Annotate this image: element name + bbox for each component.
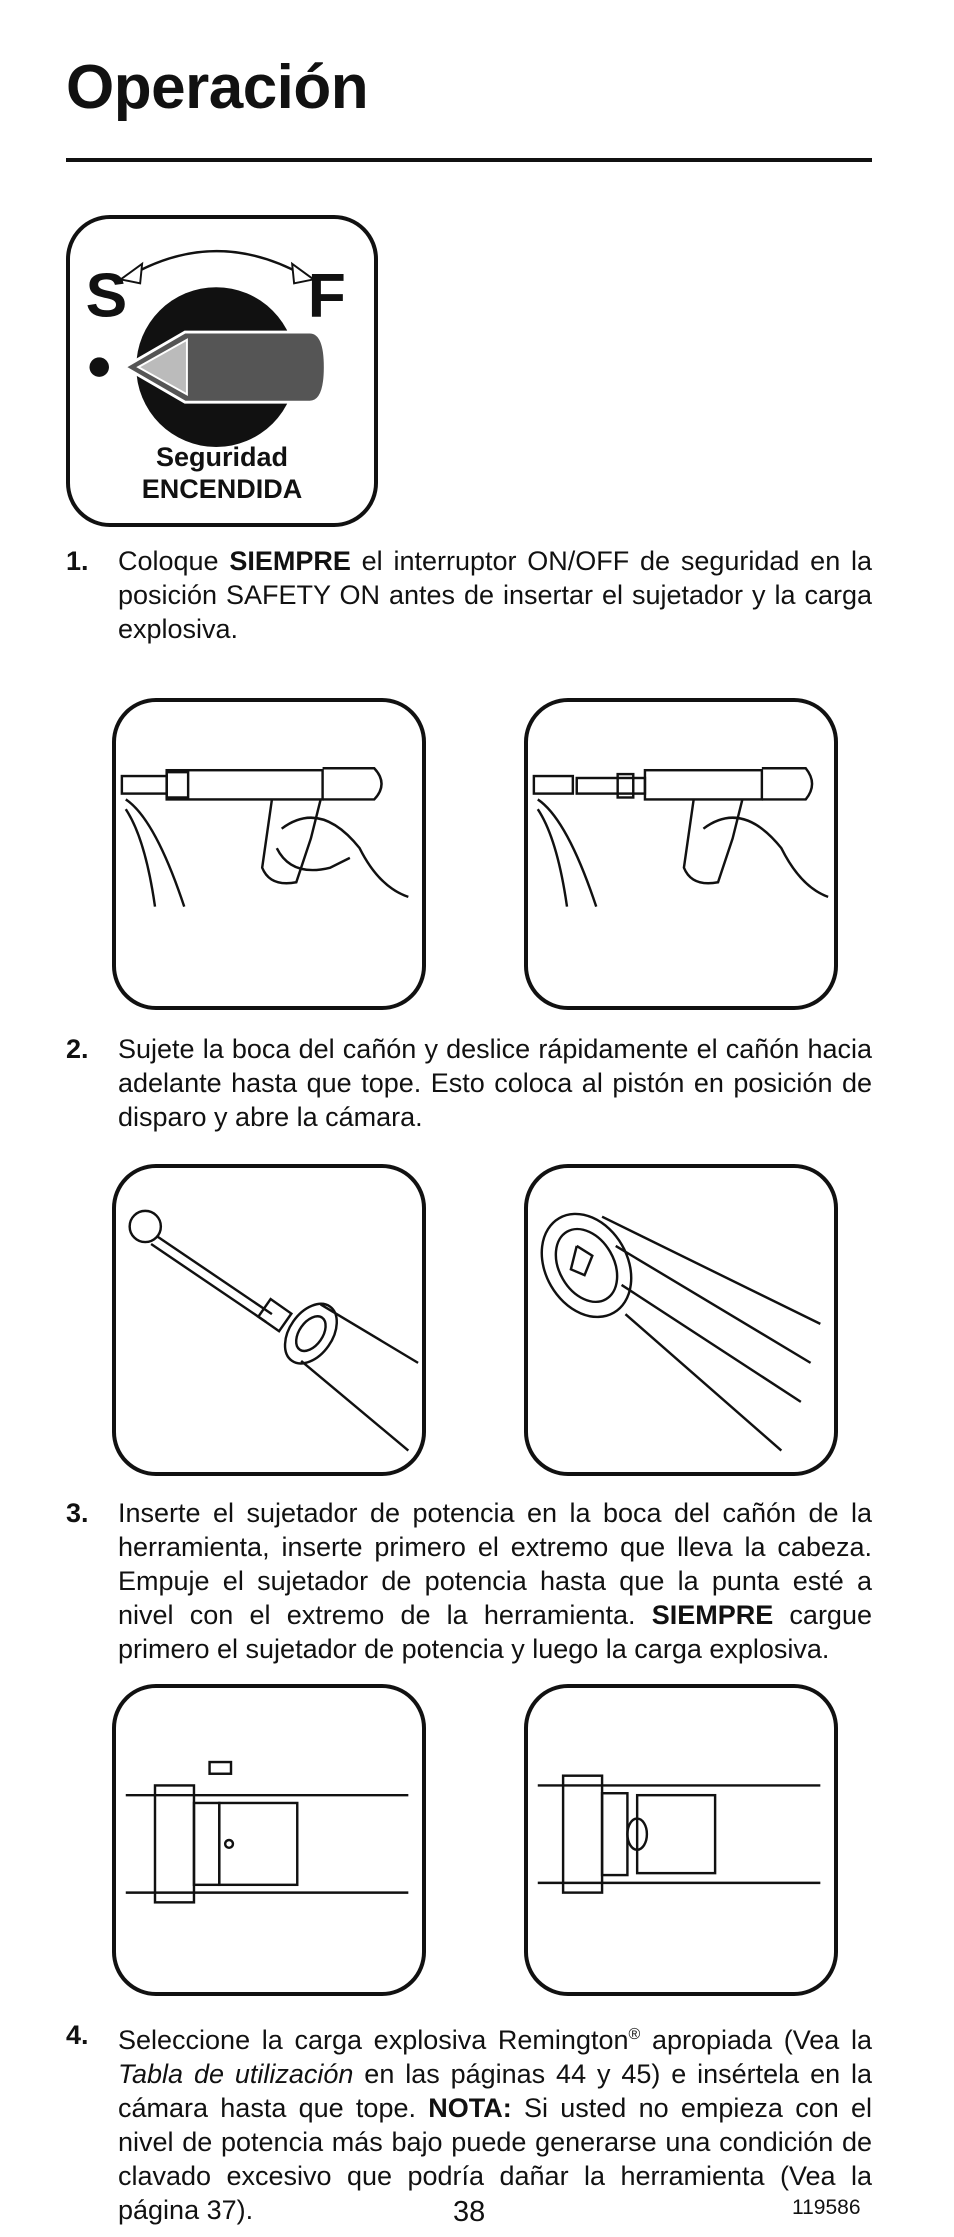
fire-letter: F [307, 261, 346, 331]
step-text: Inserte el sujetador de potencia en la boca del cañón de la herramienta, inserte primero el extremo que lleva la cabeza. Empuje el sujetador de potencia hasta que la punta esté a nivel con el extremo de la herramienta. SIEMPRE cargue primero el sujetador de potencia y luego la carga explosiva. [118, 1498, 872, 1664]
load-charge-figure-2 [524, 1684, 838, 1996]
safe-letter: S [85, 261, 128, 331]
tool-grip-figure-2 [524, 698, 838, 1010]
barrel-muzzle-figure [524, 1164, 838, 1476]
step-text: Coloque SIEMPRE el interruptor ON/OFF de seguridad en la posición SAFETY ON antes de insertar el sujetador y la carga explosiva. [118, 546, 872, 644]
load-charge-figure-1 [112, 1684, 426, 1996]
step-1 [66, 544, 872, 646]
tool-grip-figure-1 [112, 698, 426, 1010]
step-2 [66, 1032, 872, 1134]
safety-caption [70, 441, 374, 505]
step-number: 3. [66, 1498, 89, 1528]
page-title: Operación [66, 53, 369, 122]
safety-caption-line1: Seguridad [155, 442, 289, 472]
safety-caption-line2: ENCENDIDA [141, 474, 303, 504]
step-number: 4. [66, 2020, 89, 2050]
figure-code: 119586 [792, 2196, 861, 2219]
step-number: 2. [66, 1034, 89, 1064]
page-number: 38 [453, 2196, 486, 2228]
title-divider [66, 158, 872, 162]
step-text: Seleccione la carga explosiva Remington® apropiada (Vea la Tabla de utilización en las páginas 44 y 45) e insértela en la cámara hasta que tope. NOTA: Si usted no empieza con el nivel de potencia más bajo puede generarse una condición de clavado excesivo que podría dañar la herramienta (Vea la página 37). [118, 2025, 873, 2225]
safety-switch-figure [66, 215, 378, 527]
fastener-insert-figure [112, 1164, 426, 1476]
step-text: Sujete la boca del cañón y deslice rápidamente el cañón hacia adelante hasta que tope. Esto coloca al pistón en posición de disparo y abre la cámara. [118, 1034, 872, 1132]
step-number: 1. [66, 546, 89, 576]
step-3 [66, 1496, 872, 1666]
